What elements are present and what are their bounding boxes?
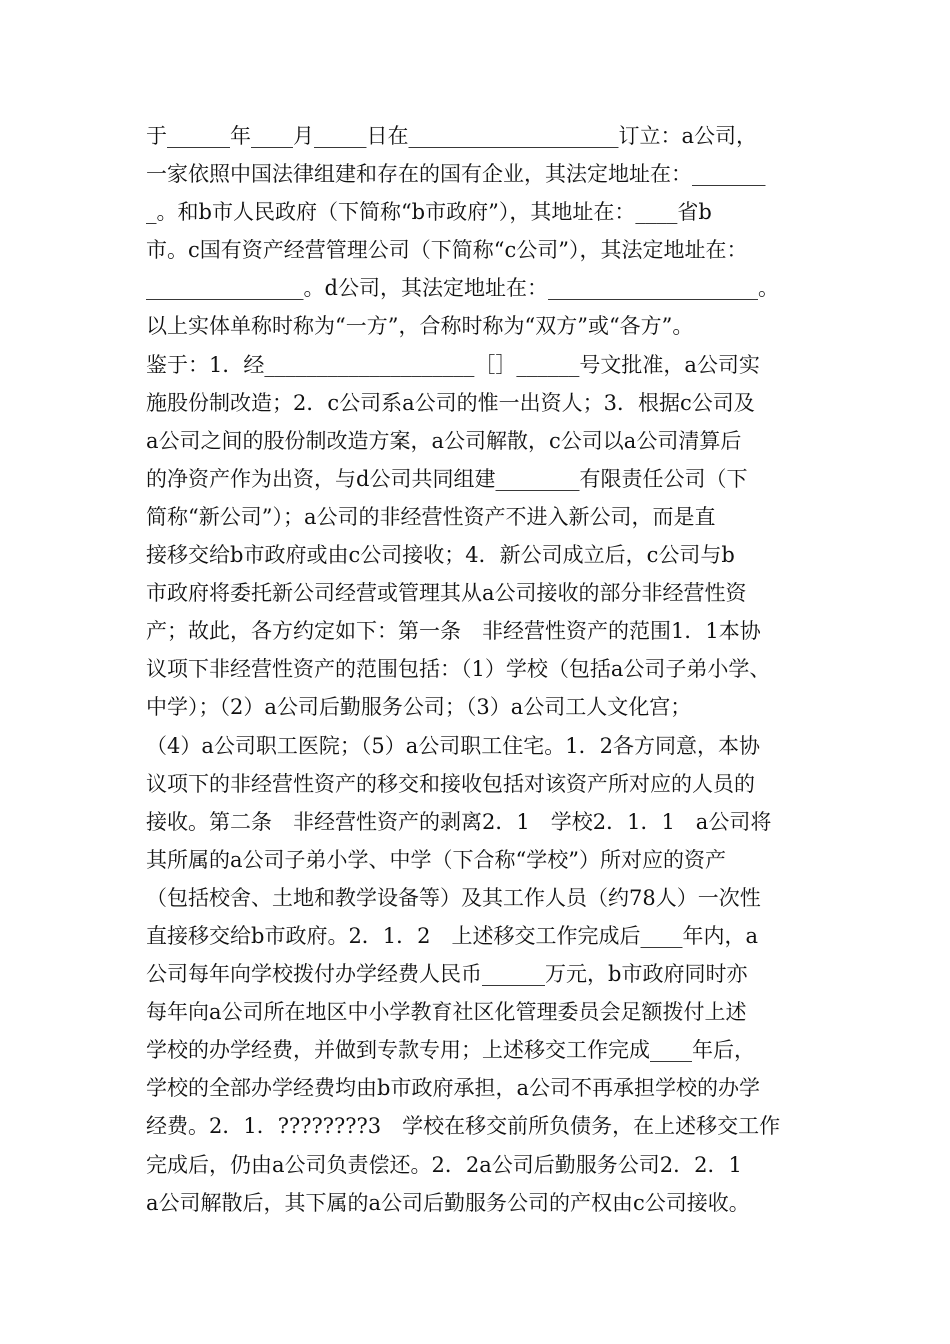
text-line: 公司每年向学校拨付办学经费人民币______万元，b市政府同时亦 (146, 962, 748, 987)
text-line: _。和b市人民政府（下简称“b市政府”），其地址在：____省b (146, 200, 712, 225)
text-line: 中学）；（2）a公司后勤服务公司；（3）a公司工人文化宫； (146, 695, 692, 720)
text-line: 施股份制改造；2．c公司系a公司的惟一出资人；3．根据c公司及 (146, 390, 755, 415)
text-line: a公司之间的股份制改造方案，a公司解散，c公司以a公司清算后 (146, 428, 742, 453)
text-line: 完成后，仍由a公司负责偿还。2．2a公司后勤服务公司2．2．1 (146, 1152, 742, 1177)
text-line: 议项下的非经营性资产的移交和接收包括对该资产所对应的人员的 (146, 771, 755, 796)
text-line: 接收。第二条 非经营性资产的剥离2．1 学校2．1．1 a公司将 (146, 809, 772, 834)
text-line: 经费。2．1．????????3 学校在移交前所负债务，在上述移交工作 (146, 1114, 781, 1139)
text-line: 接移交给b市政府或由c公司接收；4．新公司成立后，c公司与b (146, 543, 735, 568)
text-line: 简称“新公司”）；a公司的非经营性资产不进入新公司，而是直 (146, 504, 716, 529)
text-line: 议项下非经营性资产的范围包括：（1）学校（包括a公司子弟小学、 (146, 657, 771, 682)
text-line: 市。c国有资产经营管理公司（下简称“c公司”），其法定地址在： (146, 238, 748, 263)
text-line: a公司解散后，其下属的a公司后勤服务公司的产权由c公司接收。 (146, 1190, 750, 1215)
text-line: 学校的办学经费，并做到专款专用；上述移交工作完成____年后， (146, 1038, 755, 1063)
text-line: 市政府将委托新公司经营或管理其从a公司接收的部分非经营性资 (146, 581, 747, 606)
text-line: 其所属的a公司子弟小学、中学（下合称“学校”）所对应的资产 (146, 847, 726, 872)
text-line: 产；故此，各方约定如下：第一条 非经营性资产的范围1．1本协 (146, 619, 761, 644)
text-line: 直接移交给b市政府。2．1．2 上述移交工作完成后____年内，a (146, 923, 759, 948)
text-line: _______________。d公司，其法定地址在：____________________。 (146, 276, 779, 301)
text-line: 学校的全部办学经费均由b市政府承担，a公司不再承担学校的办学 (146, 1076, 760, 1101)
text-line: 一家依照中国法律组建和存在的国有企业，其法定地址在：_______ (146, 162, 766, 187)
text-line: 的净资产作为出资，与d公司共同组建________有限责任公司（下 (146, 466, 748, 491)
text-line: （4）a公司职工医院；（5）a公司职工住宅。1．2各方同意，本协 (146, 733, 760, 758)
text-line: 鉴于：1．经____________________［］______号文批准，a公司实 (146, 352, 760, 377)
text-line: （包括校舍、土地和教学设备等）及其工作人员（约78人）一次性 (146, 885, 761, 910)
text-line: 于______年____月_____日在____________________订立：a公司， (146, 124, 758, 148)
text-line: 每年向a公司所在地区中小学教育社区化管理委员会足额拨付上述 (146, 1000, 747, 1025)
text-line: 以上实体单称时称为“一方”，合称时称为“双方”或“各方”。 (146, 314, 694, 339)
agreement-text (146, 117, 814, 1222)
